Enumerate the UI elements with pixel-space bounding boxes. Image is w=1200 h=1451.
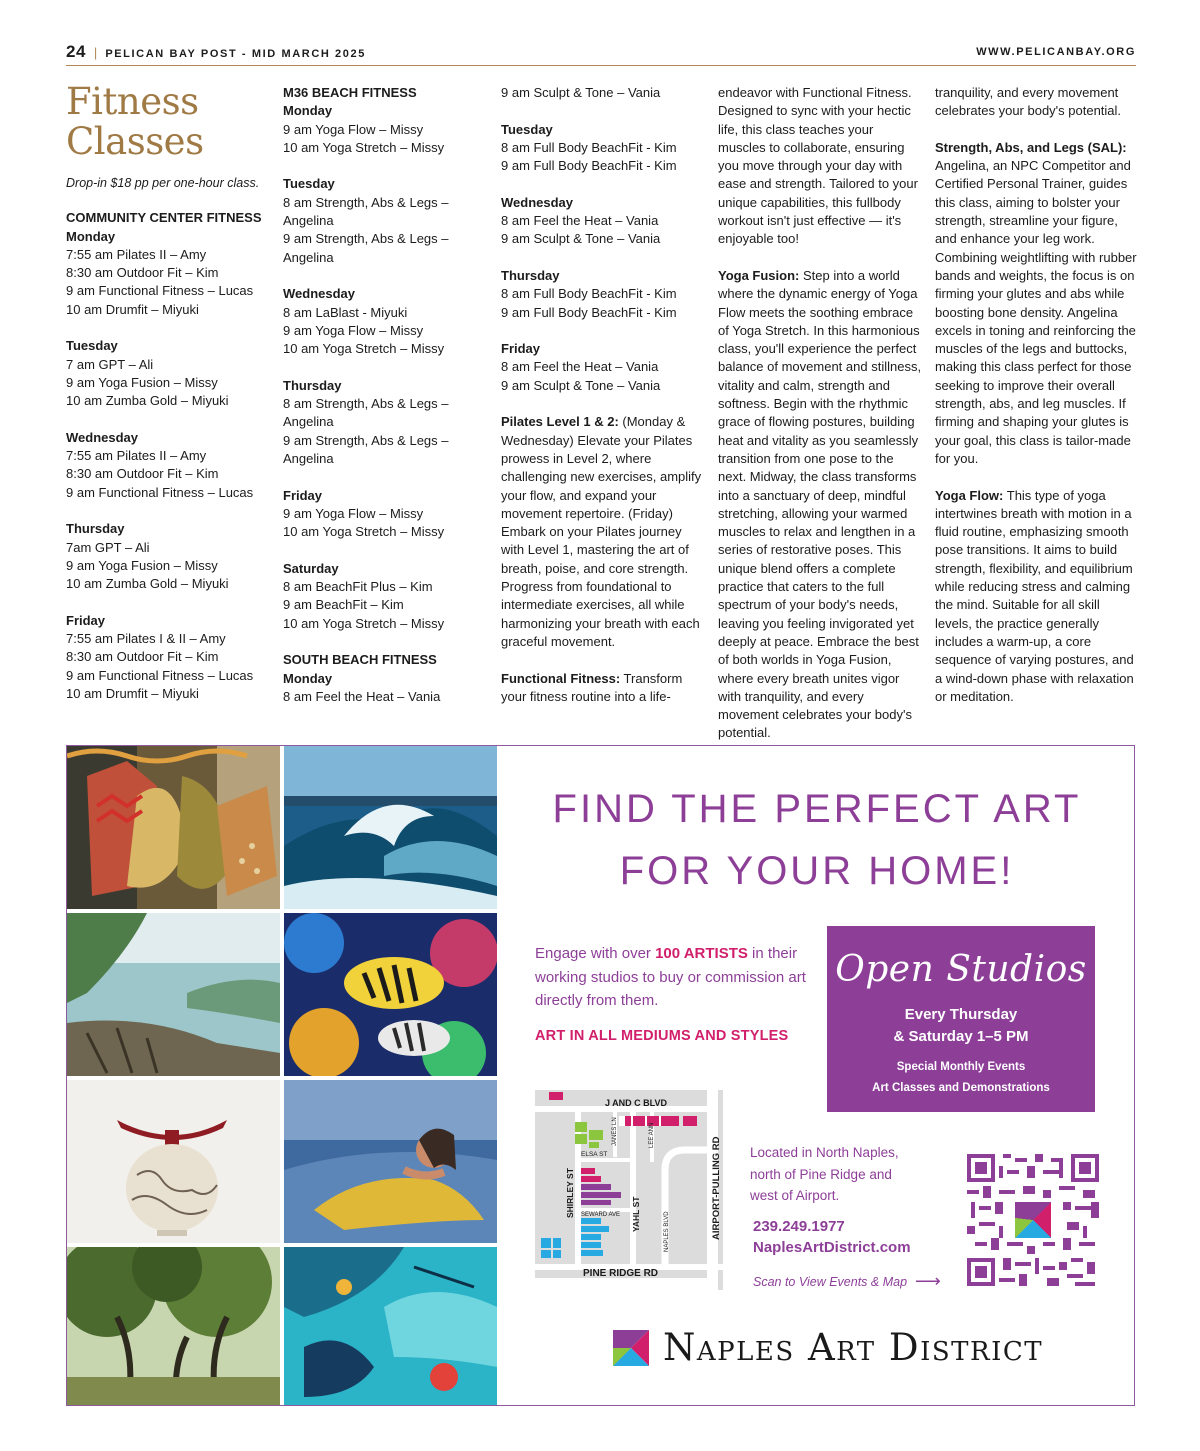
day-heading: Tuesday bbox=[283, 176, 335, 192]
class-item: 9 am Full Body BeachFit - Kim bbox=[501, 158, 677, 174]
day-heading: Wednesday bbox=[501, 194, 574, 210]
class-item: 8 am Feel the Heat – Vania bbox=[501, 359, 659, 375]
description-label: Pilates Level 1 & 2: bbox=[501, 414, 619, 430]
class-item: 10 am Drumfit – Miyuki bbox=[66, 301, 199, 317]
description-label: Yoga Fusion: bbox=[718, 267, 800, 283]
title-line: Fitness bbox=[66, 80, 199, 123]
day-heading: Saturday bbox=[283, 560, 339, 576]
article-column-2 bbox=[283, 84, 487, 706]
art-tile-mangrove-shore bbox=[67, 913, 280, 1076]
day-heading: Tuesday bbox=[66, 338, 118, 354]
day-heading: Friday bbox=[283, 487, 323, 503]
article-column-3 bbox=[501, 84, 705, 707]
events-line: Art Classes and Demonstrations bbox=[872, 1082, 1050, 1094]
description-yoga-flow bbox=[935, 487, 1140, 707]
description-text: This type of yoga intertwines breath with motion in a fluid routine, emphasizing smooth pose transitions. It aims to build strength, flexibility, and equilibrium while reducing stress and calming the mind. Suitable for all skill levels, the practice generally includes a warm-up, a core sequence of varying postures, and a wind-down phase with relaxation or meditation. bbox=[935, 487, 1134, 704]
naples-art-district-logo-icon bbox=[613, 1330, 649, 1366]
class-item: 9 am Yoga Flow – Missy bbox=[283, 322, 424, 338]
section-heading-m36: M36 BEACH FITNESS bbox=[283, 85, 417, 100]
hours-line: & Saturday 1–5 PM bbox=[893, 1028, 1029, 1045]
class-item: 9 am Full Body BeachFit - Kim bbox=[501, 304, 677, 320]
article-title bbox=[66, 82, 270, 162]
class-item: 9 am Functional Fitness – Lucas bbox=[66, 484, 254, 500]
phone-number[interactable]: 239.249.1977 bbox=[753, 1218, 845, 1235]
class-item: 9 am Yoga Flow – Missy bbox=[283, 505, 424, 521]
arrow-right-icon: ⟶ bbox=[915, 1271, 941, 1291]
art-tile-reclining-woman bbox=[284, 1080, 497, 1243]
open-studios-events bbox=[827, 1057, 1095, 1099]
class-item: 8 am Feel the Heat – Vania bbox=[501, 213, 659, 229]
description-text: Angelina, an NPC Competitor and Certified Personal Trainer, guides this class, aiming to bolster your strength, streamline your figure, and enhance your leg work. Combining weightlifting with rubber bands and weights, the focus is on firming your glutes and abs while boosting bone density. Angelina excels in toning and reinforcing the muscles of the legs and buttocks, making this class perfect for those seeking to improve their overall strength, abs, and leg muscles. If firming and shaping your glutes is your goal, this class is tailor-made for you. bbox=[935, 158, 1137, 466]
day-heading: Wednesday bbox=[66, 429, 139, 445]
description-sal bbox=[935, 139, 1140, 468]
art-tile-abstract-leaves bbox=[67, 746, 280, 909]
class-item: 8 am Strength, Abs & Legs – bbox=[283, 194, 449, 210]
map-label-j-and-c: J AND C BLVD bbox=[605, 1098, 668, 1108]
map-label-seward: SEWARD AVE bbox=[581, 1212, 621, 1218]
art-tile-abstract-teal bbox=[284, 1247, 497, 1406]
day-heading: Monday bbox=[66, 228, 116, 244]
day-heading: Monday bbox=[283, 103, 333, 119]
day-heading: Friday bbox=[66, 612, 106, 628]
section-heading-south-beach: SOUTH BEACH FITNESS bbox=[283, 652, 437, 668]
title-line: Classes bbox=[66, 120, 204, 163]
location-line: north of Pine Ridge and bbox=[750, 1166, 892, 1182]
open-studios-title: Open Studios bbox=[835, 949, 1087, 990]
article-intro: Drop-in $18 pp per one-hour class. bbox=[66, 176, 260, 190]
class-item: 8 am BeachFit Plus – Kim bbox=[283, 579, 433, 595]
ad-website-link[interactable]: NaplesArtDistrict.com bbox=[753, 1239, 911, 1256]
header-separator: | bbox=[93, 45, 98, 60]
map-label-yahl: YAHL ST bbox=[631, 1196, 641, 1232]
art-tile-trees-landscape bbox=[67, 1247, 280, 1406]
map-label-lee-ann: LEE ANN bbox=[649, 1122, 655, 1148]
class-item: 7:55 am Pilates I & II – Amy bbox=[66, 631, 226, 647]
map-label-shirley: SHIRLEY ST bbox=[565, 1168, 575, 1218]
brand-lockup bbox=[613, 1326, 1043, 1369]
class-item: 10 am Yoga Stretch – Missy bbox=[283, 139, 445, 155]
map-label-pine-ridge: PINE RIDGE RD bbox=[583, 1268, 659, 1279]
description-label: Strength, Abs, and Legs (SAL): bbox=[935, 139, 1127, 155]
class-item: Angelina bbox=[283, 450, 334, 466]
ad-mediums: ART IN ALL MEDIUMS AND STYLES bbox=[535, 1028, 789, 1044]
ad-headline bbox=[507, 778, 1127, 902]
qr-code[interactable] bbox=[967, 1154, 1099, 1286]
description-functional-fitness bbox=[501, 670, 705, 707]
page-header bbox=[66, 42, 1136, 66]
class-item: 10 am Yoga Stretch – Missy bbox=[283, 341, 445, 357]
class-item: 7am GPT – Ali bbox=[66, 539, 150, 555]
intro-highlight: 100 ARTISTS bbox=[655, 945, 748, 962]
map-label-airport-pulling: AIRPORT-PULLING RD bbox=[711, 1136, 722, 1240]
class-item: 8:30 am Outdoor Fit – Kim bbox=[66, 649, 219, 665]
scan-prompt bbox=[753, 1271, 941, 1292]
contact-info bbox=[753, 1216, 911, 1258]
class-item: 10 am Yoga Stretch – Missy bbox=[283, 524, 445, 540]
publication-name: PELICAN BAY POST - MID MARCH 2025 bbox=[105, 48, 366, 60]
art-tile-ceramic-vessel bbox=[67, 1080, 280, 1243]
hours-line: Every Thursday bbox=[904, 1006, 1018, 1023]
day-heading: Thursday bbox=[501, 267, 560, 283]
art-tile-tropical-fish bbox=[284, 913, 497, 1076]
class-item: 8 am Feel the Heat – Vania bbox=[283, 688, 441, 704]
description-text: Step into a world where the dynamic energy of Yoga Flow meets the soothing embrace of Yoga Stretch. In this harmonious class, you'll experience the perfect balance of movement and stillness, vitality and calm, strength and softness. Begin with the rhythmic grace of flowing postures, building heat and vitality as you seamlessly transition from one pose to the next. Midway, the class transforms into a sanctuary of deep, mindful stretching, allowing your warmed muscles to relax and lengthen in a series of restorative poses. This unique blend offers a complete practice that caters to the full spectrum of your body's needs, leaving you feeling invigorated yet deeply at peace. Embrace the best of both worlds in Yoga Fusion, where every breath unites vigor with tranquility, and every movement celebrates your body's potential. bbox=[718, 267, 922, 741]
class-item: 10 am Yoga Stretch – Missy bbox=[283, 615, 445, 631]
scan-text: Scan to View Events & Map bbox=[753, 1274, 908, 1289]
class-item: Angelina bbox=[283, 213, 334, 229]
section-heading-community-center: COMMUNITY CENTER FITNESS bbox=[66, 210, 262, 226]
open-studios-hours bbox=[827, 1004, 1095, 1048]
district-map[interactable] bbox=[535, 1090, 731, 1290]
class-item: 9 am BeachFit – Kim bbox=[283, 597, 404, 613]
class-item: 10 am Zumba Gold – Miyuki bbox=[66, 576, 229, 592]
article-column-1 bbox=[66, 80, 270, 703]
class-item: 9 am Strength, Abs & Legs – bbox=[283, 231, 449, 247]
class-item: 9 am Yoga Fusion – Missy bbox=[66, 374, 218, 390]
class-item: 9 am Strength, Abs & Legs – bbox=[283, 432, 449, 448]
class-item: 8:30 am Outdoor Fit – Kim bbox=[66, 265, 219, 281]
description-yoga-fusion-continued: tranquility, and every movement celebrates your body's potential. bbox=[935, 85, 1122, 119]
article-column-5 bbox=[935, 84, 1140, 706]
class-item: Angelina bbox=[283, 249, 334, 265]
class-item: 10 am Zumba Gold – Miyuki bbox=[66, 393, 229, 409]
day-heading: Thursday bbox=[66, 521, 125, 537]
location-text bbox=[750, 1142, 950, 1207]
ad-intro bbox=[535, 942, 813, 1013]
class-item: 9 am Yoga Fusion – Missy bbox=[66, 557, 218, 573]
description-pilates bbox=[501, 413, 705, 651]
map-label-naples-blvd: NAPLES BLVD bbox=[664, 1211, 670, 1252]
intro-text: in their working studios to buy or commission art directly from them. bbox=[535, 945, 806, 1009]
class-item: 8 am Full Body BeachFit - Kim bbox=[501, 286, 677, 302]
header-website[interactable]: WWW.PELICANBAY.ORG bbox=[976, 46, 1136, 58]
class-item: 10 am Drumfit – Miyuki bbox=[66, 686, 199, 702]
header-rule bbox=[66, 65, 1136, 66]
class-item: 9 am Sculpt & Tone – Vania bbox=[501, 85, 661, 100]
brand-name: Naples Art District bbox=[663, 1326, 1044, 1369]
description-text: (Monday & Wednesday) Elevate your Pilates prowess in Level 2, where challenging new exercises, amplify your flow, and expand your movement repertoire. (Friday) Embark on your Pilates journey with Level 1, mastering the art of breath, poise, and core strength. Progress from foundational to intermediate exercises, all while harmonizing your breath with each graceful movement. bbox=[501, 414, 702, 649]
headline-line: FOR YOUR HOME! bbox=[619, 849, 1015, 893]
class-item: 8 am LaBlast - Miyuki bbox=[283, 304, 408, 320]
headline-line: FIND THE PERFECT ART bbox=[552, 787, 1082, 831]
description-functional-fitness-continued: endeavor with Functional Fitness. Designed to sync with your hectic life, this class teaches your muscles to collaborate, ensuring you move through your day with ease and strength. Tailored to your unique capabilities, this fullbody workout isn't just effective — it's enjoyable too! bbox=[718, 85, 918, 247]
class-item: 7:55 am Pilates II – Amy bbox=[66, 246, 207, 262]
description-text: Transform your fitness routine into a life- bbox=[501, 670, 683, 704]
intro-text: Engage with over bbox=[535, 945, 656, 962]
class-item: 9 am Sculpt & Tone – Vania bbox=[501, 231, 661, 247]
class-item: 9 am Functional Fitness – Lucas bbox=[66, 283, 254, 299]
class-item: 7 am GPT – Ali bbox=[66, 356, 154, 372]
page-number: 24 bbox=[66, 42, 86, 61]
location-line: Located in North Naples, bbox=[750, 1145, 899, 1160]
day-heading: Tuesday bbox=[501, 121, 553, 137]
class-item: 8 am Strength, Abs & Legs – bbox=[283, 396, 449, 412]
class-item: 7:55 am Pilates II – Amy bbox=[66, 448, 207, 464]
class-item: Angelina bbox=[283, 414, 334, 430]
naples-art-district-ad[interactable] bbox=[66, 745, 1135, 1406]
open-studios-box bbox=[827, 926, 1095, 1112]
day-heading: Monday bbox=[283, 670, 333, 686]
class-item: 8 am Full Body BeachFit - Kim bbox=[501, 139, 677, 155]
class-item: 9 am Yoga Flow – Missy bbox=[283, 121, 424, 137]
map-label-janes: JANES LN bbox=[612, 1117, 618, 1146]
day-heading: Wednesday bbox=[283, 286, 356, 302]
class-item: 9 am Sculpt & Tone – Vania bbox=[501, 377, 661, 393]
art-tile-ocean-wave bbox=[284, 746, 497, 909]
description-label: Yoga Flow: bbox=[935, 487, 1004, 503]
class-item: 9 am Functional Fitness – Lucas bbox=[66, 667, 254, 683]
description-label: Functional Fitness: bbox=[501, 670, 621, 686]
map-label-elsa: ELSA ST bbox=[581, 1151, 608, 1158]
day-heading: Friday bbox=[501, 341, 541, 357]
class-item: 8:30 am Outdoor Fit – Kim bbox=[66, 466, 219, 482]
location-line: west of Airport. bbox=[750, 1188, 840, 1203]
day-heading: Thursday bbox=[283, 377, 342, 393]
events-line: Special Monthly Events bbox=[896, 1061, 1026, 1073]
